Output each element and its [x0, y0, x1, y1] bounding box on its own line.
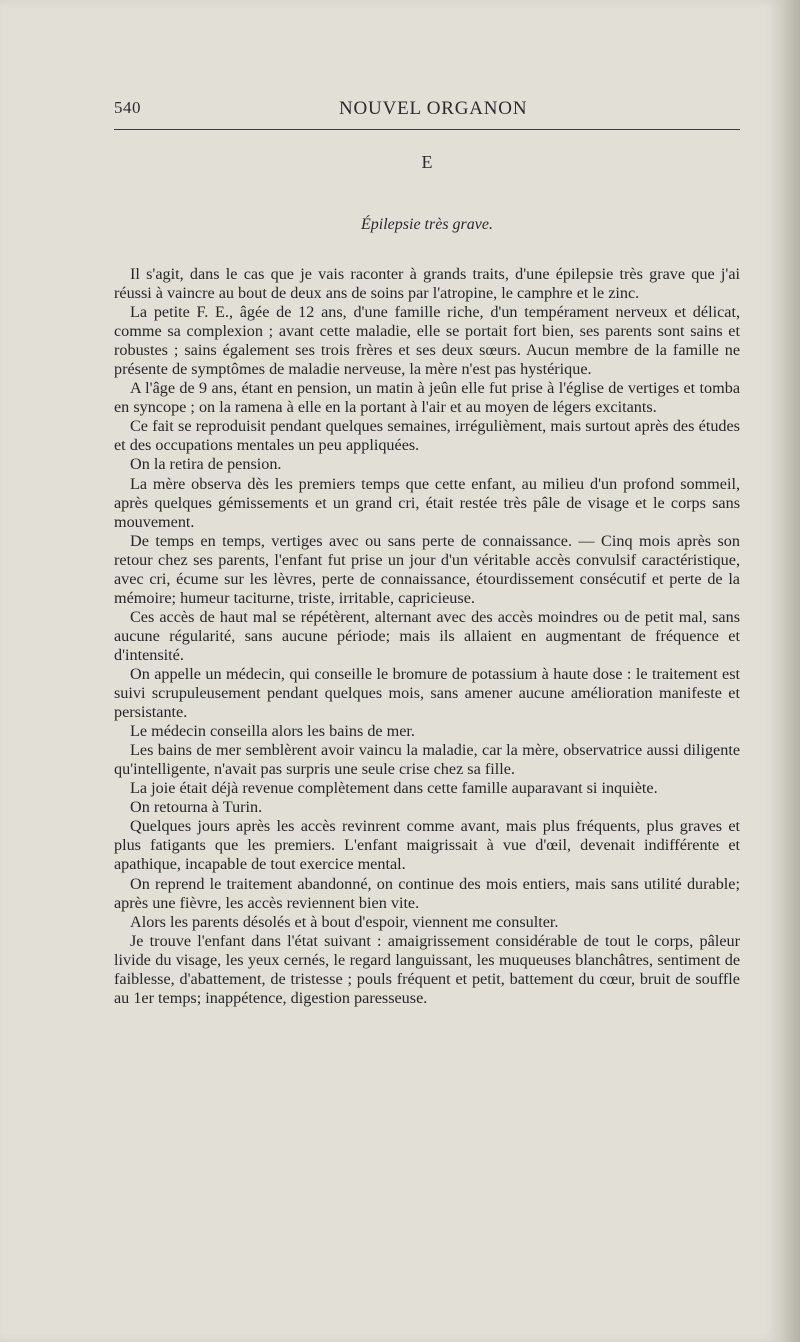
paragraph: Alors les parents désolés et à bout d'espoir, viennent me consulter.: [130, 912, 559, 931]
paragraph: On retourna à Turin.: [130, 798, 263, 817]
page-number: 540: [114, 98, 141, 117]
paragraph: La mère observa dès les premiers temps que cette enfant, au milieu d'un profond sommeil, après quelques gémissements et un grand cri, était restée très pâle de visage et le corps sans mouvement.: [114, 474, 740, 531]
paragraph: Je trouve l'enfant dans l'état suivant : amaigrissement considérable de tout le corps, pâleur livide du visage, les yeux cernés, le regard languissant, les muqueuses blanchâtres, sentiment de faiblesse, d'abattement, de tristesse ; pouls fréquent et petit, battement du cœur, bruit de souffle au 1er temps; inappétence, digestion paresseuse.: [114, 931, 740, 1007]
paragraph: On reprend le traitement abandonné, on continue des mois entiers, mais sans utilité durable; après une fièvre, les accès reviennent bien vite.: [114, 874, 740, 912]
paragraph: A l'âge de 9 ans, étant en pension, un matin à jeûn elle fut prise à l'église de vertiges et tomba en syncope ; on la ramena à elle en la portant à l'air et au moyen de légers excitants.: [114, 379, 740, 417]
paragraph: Quelques jours après les accès revinrent comme avant, mais plus fréquents, plus graves et plus fatigants que les premiers. L'enfant maigrissait à vue d'œil, devenait indifférente et apathique, incapable de tout exercice mental.: [114, 817, 740, 874]
paragraph: Les bains de mer semblèrent avoir vaincu la maladie, car la mère, observatrice aussi diligente qu'intelligente, n'avait pas surpris une seule crise chez sa fille.: [114, 741, 740, 779]
paragraph: De temps en temps, vertiges avec ou sans perte de connaissance. — Cinq mois après son retour chez ses parents, l'enfant fut prise un jour d'un véritable accès convulsif caractéristique, avec cri, écume sur les lèvres, perte de connaissance, étourdissement consécutif et perte de la mémoire; humeur taciturne, triste, irritable, capricieuse.: [114, 531, 740, 607]
page-header: [114, 98, 740, 126]
body-text: [114, 265, 740, 1008]
section-letter: E: [421, 152, 433, 172]
paragraph: On la retira de pension.: [130, 455, 282, 474]
running-title: NOUVEL ORGANON: [339, 98, 528, 119]
header-rule: [114, 129, 740, 130]
paragraph: Il s'agit, dans le cas que je vais raconter à grands traits, d'une épilepsie très grave que j'ai réussi à vaincre au bout de deux ans de soins par l'atropine, le camphre et le zinc.: [114, 265, 740, 303]
section-title: Épilepsie très grave.: [361, 216, 493, 233]
paragraph: Ces accès de haut mal se répétèrent, alternant avec des accès moindres ou de petit mal, sans aucune régularité, sans aucune période; mais ils allaient en augmentant de fréquence et d'intensité.: [114, 607, 740, 664]
paragraph: Ce fait se reproduisit pendant quelques semaines, irrégulièment, mais surtout après des études et des occupations mentales un peu appliquées.: [114, 417, 740, 455]
paragraph: Le médecin conseilla alors les bains de mer.: [130, 722, 415, 741]
page-edge: [780, 0, 800, 1342]
paragraph: La joie était déjà revenue complètement dans cette famille auparavant si inquiète.: [130, 779, 658, 798]
paragraph: La petite F. E., âgée de 12 ans, d'une famille riche, d'un tempérament nerveux et délicat, comme sa complexion ; avant cette maladie, elle se portait fort bien, ses parents sont sains et robustes ; sains également ses trois frères et ses deux sœurs. Aucun membre de la famille ne présente de symptômes de maladie nerveuse, la mère n'est pas hystérique.: [114, 303, 740, 379]
paragraph: On appelle un médecin, qui conseille le bromure de potassium à haute dose : le traitement est suivi scrupuleusement pendant quelques mois, sans amener aucune amélioration manifeste et persistante.: [114, 664, 740, 722]
